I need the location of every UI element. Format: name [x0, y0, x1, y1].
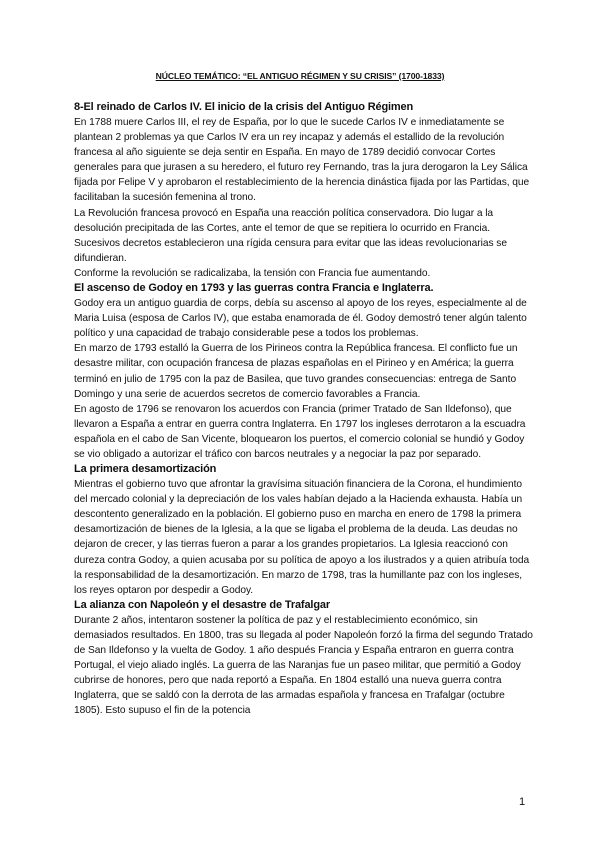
page-number: 1 [519, 796, 526, 808]
paragraph: En 1788 muere Carlos III, el rey de España, por lo que le sucede Carlos IV e inmediatamente se plantean 2 problemas ya que Carlos IV era un rey incapaz y además el estallido de la revolución francesa al año siguiente se deja sentir en España. En mayo de 1789 decidió convocar Cortes generales para que jurasen a su heredero, el futuro rey Fernando, tras la jura derogaron la Ley Sálica fijada por Felipe V y aprobaron el restablecimiento de la herencia dinástica fijada por las Partidas, que facilitaban la sucesión femenina al trono. [74, 117, 530, 204]
paragraph: La Revolución francesa provocó en España una reacción política conservadora. Dio lugar a la desolución precipitada de las Cortes, ante el temor de que se repitiera lo ocurrido en Francia. Sucesivos decretos establecieron una rígida censura para evitar que las ideas revolucionarias se difundieran. [74, 207, 507, 264]
section-heading-desamortizacion: La primera desamortización [74, 463, 217, 476]
paragraph: Durante 2 años, intentaron sostener la política de paz y el restablecimiento económico, sin demasiados resultados. En 1800, tras su llegada al poder Napoleón forzó la firma del segundo Tratado de San Ildefonso y la vuelta de Godoy. 1 año después Francia y España entraron en guerra contra Portugal, el viejo aliado inglés. La guerra de las Naranjas fue un paseo militar, que permitió a Godoy cubrirse de honores, pero que nada reportó a España. En 1804 estalló una nueva guerra contra Inglaterra, que se saldó con la derrota de las armadas española y francesa en Trafalgar (octubre 1805). Esto supuso el fin de la potencia [74, 614, 533, 717]
paragraph: En agosto de 1796 se renovaron los acuerdos con Francia (primer Tratado de San Ildefonso), que llevaron a España a entrar en guerra contra Inglaterra. En 1797 los ingleses derrotaron a la escuadra española en el cabo de San Vicente, bloquearon los puertos, el comercio colonial se hundió y Godoy se vio obligado a autorizar el tráfico con barcos neutrales y a negociar la paz por separado. [74, 403, 526, 460]
paragraph: Mientras el gobierno tuvo que afrontar la gravísima situación financiera de la Corona, el hundimiento del mercado colonial y la depreciación de los vales habían dejado a la Hacienda exhausta. Había un descontento generalizado en la población. El gobierno puso en marcha en enero de 1798 la primera desamortización de bienes de la Iglesia, a la que se ligaba el problema de la deuda. Las deudas no dejaron de crecer, y las tierras fueron a parar a los grandes propietarios. La Iglesia reaccionó con dureza contra Godoy, a quien acusaba por su política de apoyo a los ilustrados y a quien atribuía toda la responsabilidad de la desamortización. En marzo de 1798, tras la humillante paz con los ingleses, los reyes optaron por despedir a Godoy. [74, 479, 530, 596]
paragraph: En marzo de 1793 estalló la Guerra de los Pirineos contra la República francesa. El conflicto fue un desastre militar, con ocupación francesa de plazas españolas en el Pirineo y en América; la guerra terminó en julio de 1795 con la paz de Basilea, que tuvo grandes consecuencias: entrega de Santo Domingo y una serie de acuerdos secretos de comercio favorables a Francia. [74, 343, 518, 400]
document-body [74, 100, 534, 718]
section-heading-godoy: El ascenso de Godoy en 1793 y las guerras contra Francia e Inglaterra. [74, 282, 434, 295]
section-heading-reinado: 8-El reinado de Carlos IV. El inicio de la crisis del Antiguo Régimen [74, 101, 414, 113]
page-title: NÚCLEO TEMÁTICO: “EL ANTIGUO RÉGIMEN Y SU CRISIS” (1700-1833) [155, 71, 445, 81]
section-heading-trafalgar: La alianza con Napoleón y el desastre de Trafalgar [74, 598, 330, 611]
paragraph: Godoy era un antiguo guardia de corps, debía su ascenso al apoyo de los reyes, especialmente al de Maria Luisa (esposa de Carlos IV), que estaba enamorada de él. Godoy demostró tener algún talento político y una capacidad de trabajo considerable pese a todos los problemas. [74, 298, 527, 340]
paragraph: Conforme la revolución se radicalizaba, la tensión con Francia fue aumentando. [74, 267, 431, 279]
